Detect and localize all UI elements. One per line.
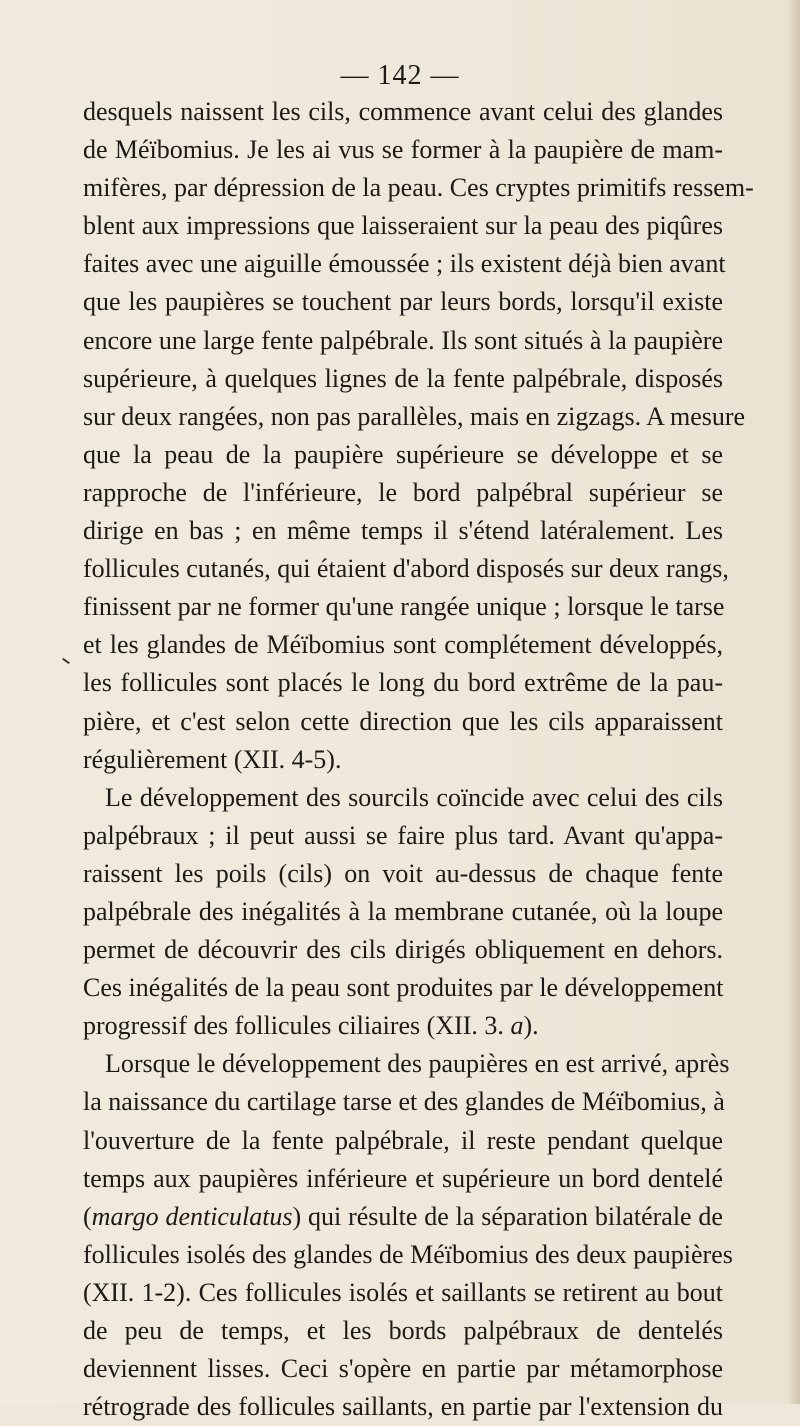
text-line: de peu de temps, et les bords palpébraux de dentelés (83, 1316, 723, 1345)
text-line: et les glandes de Méïbomius sont complétement développés, (83, 630, 723, 660)
text-line: raissent les poils (cils) on voit au-dessus de chaque fente (83, 858, 723, 888)
text-fragment: progressif des follicules ciliaires (XII. 3. (83, 1011, 504, 1041)
text-line: la naissance du cartilage tarse et des glandes de Méïbomius, à (83, 1087, 725, 1117)
text-line: palpébrale des inégalités à la membrane cutanée, où la loupe (83, 896, 723, 926)
text-line: supérieure, à quelques lignes de la fente palpébrale, disposés (83, 363, 723, 393)
text-line: Le développement des sourcils coïncide avec celui des cils (105, 782, 723, 812)
text-line: rétrograde des follicules saillants, en partie par l'extension du (83, 1392, 723, 1422)
page-number: — 142 — (340, 60, 460, 91)
text-line: temps aux paupières inférieure et supérieure un bord dentelé (83, 1163, 723, 1193)
text-line: sur deux rangées, non pas parallèles, mais en zigzags. A mesure (83, 401, 746, 431)
page-edge-shadow (788, 0, 800, 1404)
text-line: follicules cutanés, qui étaient d'abord disposés sur deux rangs, (83, 554, 729, 584)
text-line: (margo denticulatus) qui résulte de la séparation bilatérale de (83, 1201, 723, 1231)
latin-term: margo denticulatus (91, 1201, 293, 1231)
text-line: mifères, par dépression de la peau. Ces cryptes primitifs ressem- (83, 173, 754, 203)
text-line: deviennent lisses. Ceci s'opère en partie par métamorphose (83, 1354, 723, 1384)
text-line: Ces inégalités de la peau sont produites par le développement (83, 973, 724, 1003)
text-line: régulièrement (XII. 4-5). (83, 744, 342, 774)
text-line: blent aux impressions que laisseraient sur la peau des piqûres (83, 211, 723, 241)
text-line: progressif des follicules ciliaires (XII. 3. a). (83, 1011, 539, 1041)
text-line: Lorsque le développement des paupières en est arrivé, après (105, 1049, 730, 1079)
italic-letter: a (510, 1011, 524, 1041)
text-line: faites avec une aiguille émoussée ; ils existent déjà bien avant (83, 249, 726, 279)
text-line: de Méïbomius. Je les ai vus se former à la paupière de mam- (83, 135, 723, 165)
text-line: dirige en bas ; en même temps il s'étend latéralement. Les (83, 516, 723, 546)
text-line: encore une large fente palpébrale. Ils sont situés à la paupière (83, 325, 723, 355)
text-line: (XII. 1-2). Ces follicules isolés et saillants se retirent au bout (83, 1277, 723, 1307)
text-line: desquels naissent les cils, commence avant celui des glandes (83, 97, 723, 126)
text-line: les follicules sont placés le long du bord extrême de la pau- (83, 668, 723, 698)
margin-mark (62, 658, 70, 664)
text-line: permet de découvrir des cils dirigés obliquement en dehors. (83, 935, 723, 965)
text-line: que la peau de la paupière supérieure se développe et se (83, 439, 723, 469)
text-line: rapproche de l'inférieure, le bord palpébral supérieur se (83, 477, 723, 507)
text-line: follicules isolés des glandes de Méïbomius des deux paupières (83, 1239, 733, 1269)
text-line: que les paupières se touchent par leurs bords, lorsqu'il existe (83, 287, 723, 317)
text-line: l'ouverture de la fente palpébrale, il reste pendant quelque (83, 1125, 723, 1155)
text-line: palpébraux ; il peut aussi se faire plus tard. Avant qu'appa- (83, 820, 723, 850)
text-line: finissent par ne former qu'une rangée unique ; lorsque le tarse (83, 592, 725, 622)
body-text (83, 93, 754, 1426)
text-fragment: qui résulte de la séparation bilatérale de (308, 1201, 723, 1231)
text-line: pière, et c'est selon cette direction que les cils apparaissent (83, 706, 723, 736)
